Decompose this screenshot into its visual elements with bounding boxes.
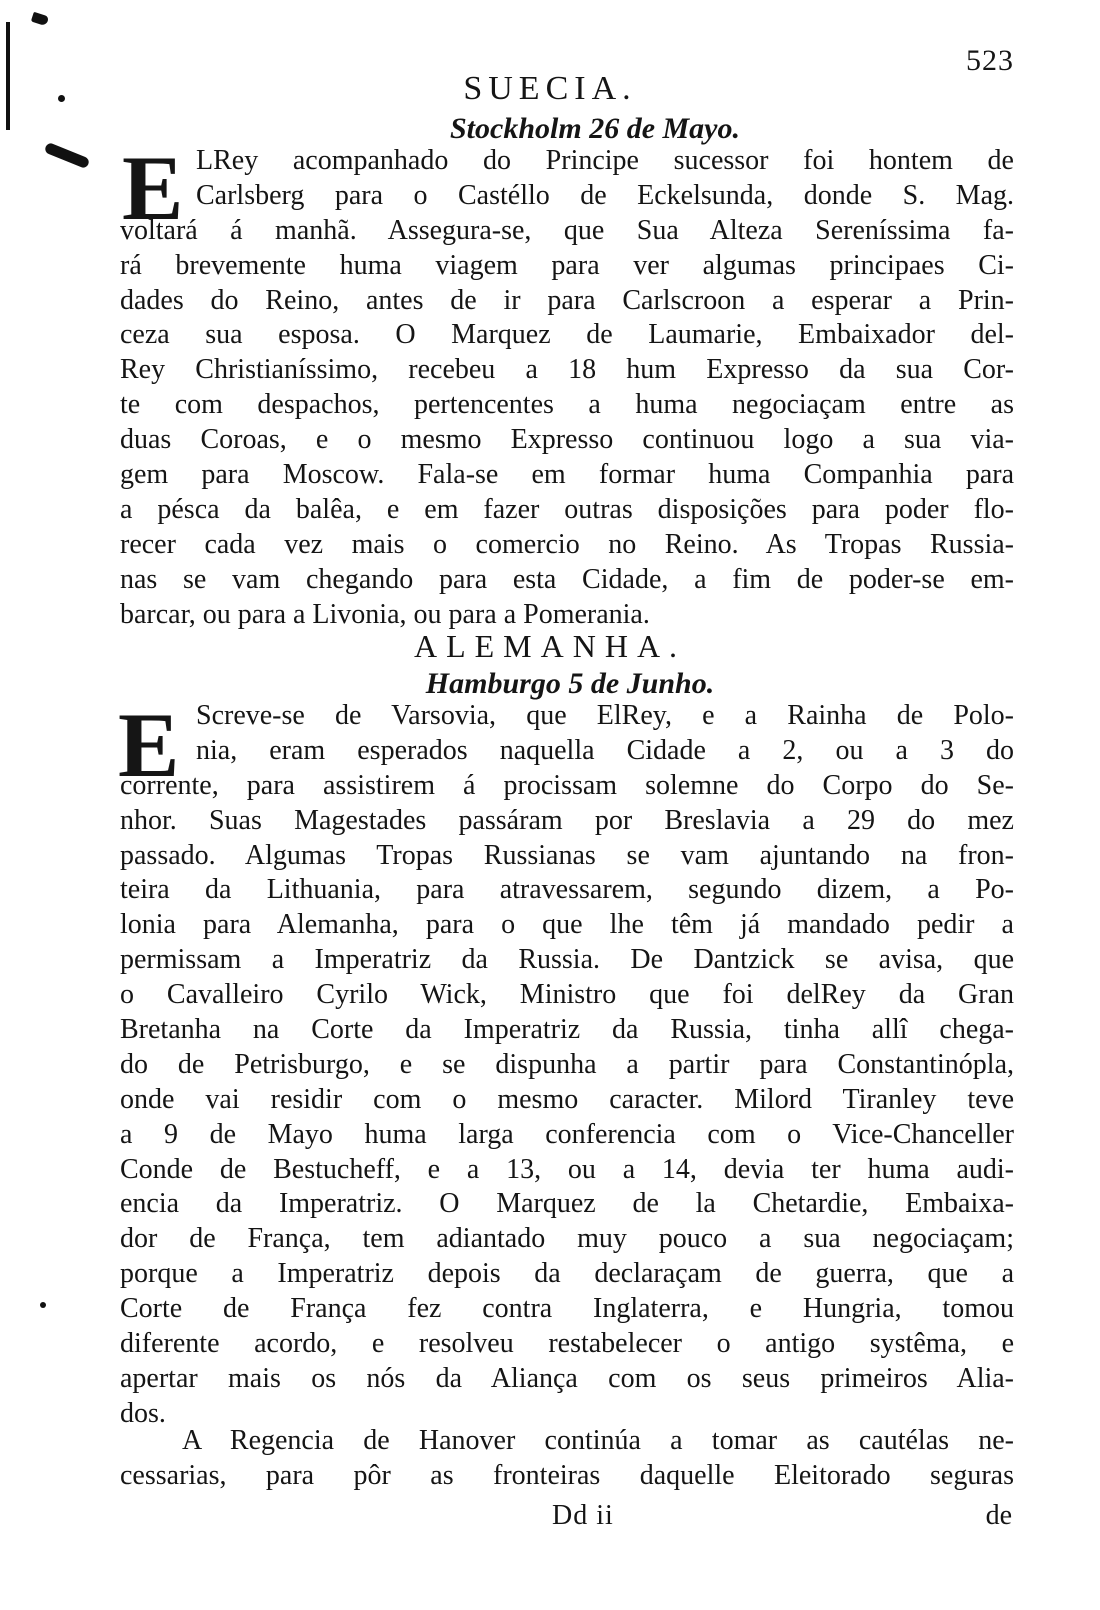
margin-ink-mark	[31, 12, 49, 26]
text-line: rá brevemente huma viagem para ver algumas principaes Ci-	[120, 249, 1014, 281]
text-line: diferente acordo, e resolveu restabelecer o antigo systêma, e	[120, 1328, 1014, 1360]
text-line: o Cavalleiro Cyrilo Wick, Ministro que foi delRey da Gran	[120, 979, 1014, 1011]
text-line: Carlsberg para o Castéllo de Eckelsunda, donde S. Mag.	[196, 179, 1014, 211]
margin-ink-dot	[40, 1302, 46, 1308]
page-number: 523	[966, 44, 1014, 77]
text-line: ceza sua esposa. O Marquez de Laumarie, Embaixador del-	[120, 319, 1014, 351]
drop-cap: E	[118, 694, 180, 796]
text-line: a pésca da balêa, e em fazer outras disposições para poder flo-	[120, 493, 1014, 525]
text-line: dos.	[120, 1397, 166, 1429]
text-line: onde vai residir com o mesmo caracter. Milord Tiranley teve	[120, 1083, 1014, 1115]
text-line: recer cada vez mais o comercio no Reino. As Tropas Russia-	[120, 528, 1014, 560]
text-line: teira da Lithuania, para atravessarem, segundo dizem, a Po-	[120, 874, 1014, 906]
text-line: Corte de França fez contra Inglaterra, e Hungria, tomou	[120, 1293, 1014, 1325]
text-line: gem para Moscow. Fala-se em formar huma Companhia para	[120, 459, 1014, 491]
text-line: cessarias, para pôr as fronteiras daquelle Eleitorado seguras	[120, 1459, 1014, 1491]
text-line: LRey acompanhado do Principe sucessor foi hontem de	[196, 145, 1014, 176]
dateline-stockholm: Stockholm 26 de Mayo.	[450, 112, 740, 145]
section-title-alemanha: ALEMANHA.	[413, 628, 687, 664]
text-line: Conde de Bestucheff, e a 13, ou a 14, devia ter huma audi-	[120, 1153, 1014, 1185]
text-line: a 9 de Mayo huma larga conferencia com o Vice-Chanceller	[120, 1118, 1014, 1150]
text-line: passado. Algumas Tropas Russianas se vam ajuntando na fron-	[120, 839, 1014, 871]
text-line: nhor. Suas Magestades passáram por Breslavia a 29 do mez	[120, 804, 1014, 836]
text-line: nas se vam chegando para esta Cidade, a fim de poder-se em-	[120, 563, 1014, 595]
text-line: dades do Reino, antes de ir para Carlscroon a esperar a Prin-	[120, 284, 1014, 316]
text-line: porque a Imperatriz depois da declaraçam de guerra, que a	[120, 1258, 1014, 1290]
section-title-suecia: SUECIA.	[463, 70, 637, 107]
text-line: duas Coroas, e o mesmo Expresso continuou logo a sua via-	[120, 424, 1014, 456]
text-line: permissam a Imperatriz da Russia. De Dantzick se avisa, que	[120, 944, 1014, 976]
text-line: barcar, ou para a Livonia, ou para a Pomerania.	[120, 598, 650, 630]
text-line: Bretanha na Corte da Imperatriz da Russia, tinha allî chega-	[120, 1014, 1014, 1046]
dateline-hamburgo: Hamburgo 5 de Junho.	[425, 667, 715, 700]
signature-mark: Dd ii	[552, 1500, 614, 1531]
catchword: de	[985, 1500, 1012, 1531]
article-body-alemanha	[118, 694, 1014, 1432]
article-body-suecia	[120, 137, 1014, 632]
text-line: apertar mais os nós da Aliança com os seus primeiros Alia-	[120, 1362, 1014, 1394]
text-line: encia da Imperatriz. O Marquez de la Chetardie, Embaixa-	[120, 1188, 1014, 1220]
text-line: voltará á manhã. Assegura-se, que Sua Alteza Sereníssima fa-	[120, 214, 1014, 246]
text-line: lonia para Alemanha, para o que lhe têm já mandado pedir a	[120, 909, 1014, 941]
article-continuation-hanover	[120, 1424, 1014, 1494]
text-line: dor de França, tem adiantado muy pouco a sua negociaçam;	[120, 1223, 1014, 1255]
text-line: te com despachos, pertencentes a huma negociaçam entre as	[120, 389, 1014, 421]
text-line: do de Petrisburgo, e se dispunha a partir para Constantinópla,	[120, 1048, 1014, 1080]
drop-cap: E	[122, 137, 184, 239]
text-line: corrente, para assistirem á procissam solemne do Corpo do Se-	[120, 769, 1014, 801]
text-line: Rey Christianíssimo, recebeu a 18 hum Expresso da sua Cor-	[120, 354, 1014, 386]
text-line: Screve-se de Varsovia, que ElRey, e a Rainha de Polo-	[196, 700, 1014, 731]
text-line: A Regencia de Hanover continúa a tomar as cautélas ne-	[182, 1425, 1014, 1456]
text-line: nia, eram esperados naquella Cidade a 2, ou a 3 do	[196, 734, 1014, 766]
